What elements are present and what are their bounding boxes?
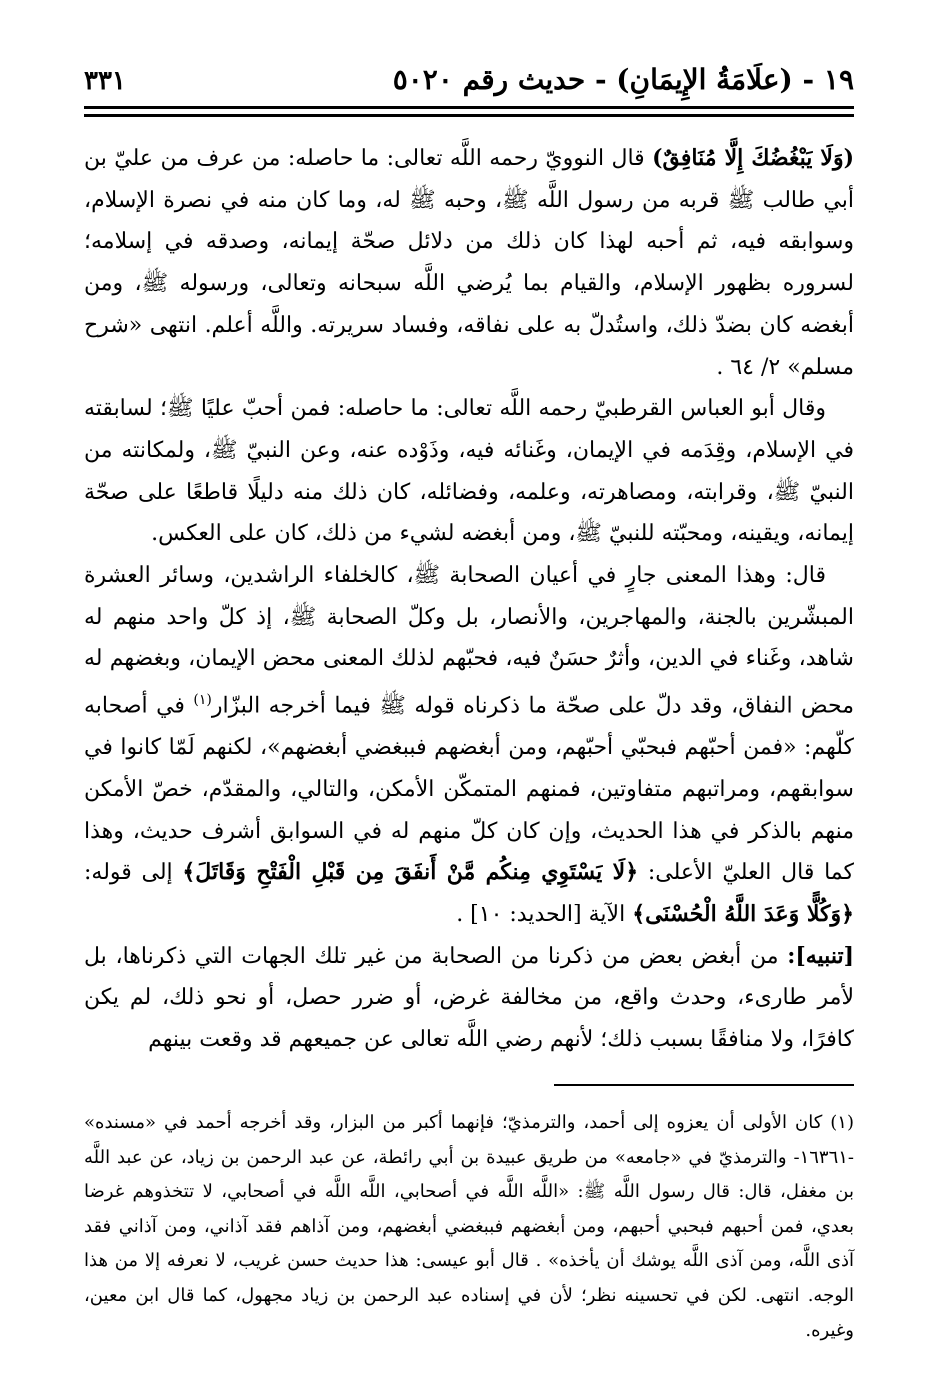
- header-rule-top: [84, 106, 854, 109]
- note-label: [تنبيه]:: [787, 942, 854, 969]
- paragraph-3-text-c: إلى قوله:: [84, 860, 183, 886]
- paragraph-4: [84, 936, 854, 1061]
- hadith-quote: (وَلَا يَبْغُضُكَ إِلَّا مُنَافِقٌ): [652, 145, 854, 171]
- quran-verse-1: ﴿لَا يَسْتَوِي مِنكُم مَّنْ أَنفَقَ مِن قَبْلِ الْفَتْحِ وَقَاتَلَ﴾: [182, 859, 639, 886]
- quran-verse-2: ﴿وَكُلًّا وَعَدَ اللَّهُ الْحُسْنَى﴾: [632, 900, 854, 927]
- paragraph-4-text: من أبغض بعض من ذكرنا من الصحابة من غير تلك الجهات التي ذكرناها، بل لأمر طارىء، وحدث واقع، من مخالفة غرض، أو ضرر حصل، أو نحو ذلك، لم يكن كافرًا، ولا منافقًا بسبب ذلك؛ لأنهم رضي اللَّه تعالى عن جميعهم قد وقعت بينهم: [84, 943, 854, 1053]
- footnote-1: (١) كان الأولى أن يعزوه إلى أحمد، والترمذيّ؛ فإنهما أكبر من البزار، وقد أخرجه أحمد في «مسنده» -١٦٣٦١- والترمذيّ في «جامعه» من طريق عبيدة بن أبي رائطة، عن عبد الرحمن بن زياد، عن عبد اللَّه بن مغفل، قال: قال رسول اللَّه ﷺ: «اللَّه اللَّه في أصحابي، اللَّه اللَّه في أصحابي، لا تتخذوهم غرضا بعدي، فمن أحبهم فبحبي أحبهم، ومن أبغضهم فببغضي أبغضهم، ومن آذاهم فقد آذاني، ومن آذاني فقد آذى اللَّه، ومن آذى اللَّه يوشك أن يأخذه» . قال أبو عيسى: هذا حديث حسن غريب، لا نعرفه إلا من هذا الوجه. انتهى. لكن في تحسينه نظر؛ لأن في إسناده عبد الرحمن بن زياد مجهول، كما قال ابن معين، وغيره.: [84, 1112, 854, 1341]
- paragraph-3: [84, 555, 854, 936]
- main-text: [84, 138, 854, 1061]
- paragraph-3-text-a: قال: وهذا المعنى جارٍ في أعيان الصحابة ﷺ، كالخلفاء الراشدين، وسائر العشرة المبشّرين بالجنة، والمهاجرين، والأنصار، بل وكلّ الصحابة ﷺ، إذ كلّ واحد منهم له شاهد، وغَناء في الدين، وأثرٌ حسَنٌ فيه، فحبّهم لذلك المعنى محض الإيمان، وبغضهم له محض النفاق، وقد دلّ على صحّة ما ذكرناه قوله ﷺ فيما أخرجه البزّار: [84, 563, 854, 719]
- paragraph-3-text-b: في أصحابه كلّهم: «فمن أحبّهم فبحبّي أحبّهم، ومن أبغضهم فببغضي أبغضهم»، لكنهم لَمّا كانوا في سوابقهم، ومراتبهم متفاوتين، فمنهم المتمكّن الأمكن، والتالي، والمقدّم، خصّ الأمكن منهم بالذكر في هذا الحديث، وإن كان كلّ منهم له في السوابق أشرف حديث، وهذا كما قال العليّ الأعلى:: [84, 693, 854, 886]
- footnotes: [84, 1106, 854, 1348]
- header-rule-bottom: [84, 114, 854, 117]
- footnote-reference[interactable]: (١): [193, 692, 212, 709]
- paragraph-2: وقال أبو العباس القرطبيّ رحمه اللَّه تعالى: ما حاصله: فمن أحبّ عليًا ﷺ؛ لسابقته في الإسلام، وقِدَمه في الإيمان، وغَنائه فيه، وذَوْده عنه، وعن النبيّ ﷺ، ولمكانته من النبيّ ﷺ، وقرابته، ومصاهرته، وعلمه، وفضائله، كان ذلك منه دليلًا قاطعًا على صحّة إيمانه، ويقينه، ومحبّته للنبيّ ﷺ، ومن أبغضه لشيء من ذلك، كان على العكس.: [84, 396, 854, 547]
- page-number: ٣٣١: [84, 66, 126, 96]
- paragraph-1-text: قال النوويّ رحمه اللَّه تعالى: ما حاصله: من عرف من عليّ بن أبي طالب ﷺ قربه من رسول اللَّه ﷺ، وحبه ﷺ له، وما كان منه في نصرة الإسلام، وسوابقه فيه، ثم أحبه لهذا كان ذلك من دلائل صحّة إيمانه، وصدقه في إسلامه؛ لسروره بظهور الإسلام، والقيام بما يُرضي اللَّه سبحانه وتعالى، ورسوله ﷺ، ومن أبغضه كان بضدّ ذلك، واستُدلّ به على نفاقه، وفساد سريرته. واللَّه أعلم. انتهى «شرح مسلم» ٢/ ٦٤ .: [84, 146, 854, 380]
- paragraph-3-text-d: الآية [الحديد: ١٠] .: [456, 901, 633, 927]
- running-title: ١٩ - (علَامَةُ الإِيمَانِ) - حديث رقم ٥٠٢٠: [392, 63, 854, 96]
- footnote-separator: [554, 1084, 854, 1086]
- page-header: [84, 62, 854, 96]
- paragraph-1: [84, 138, 854, 388]
